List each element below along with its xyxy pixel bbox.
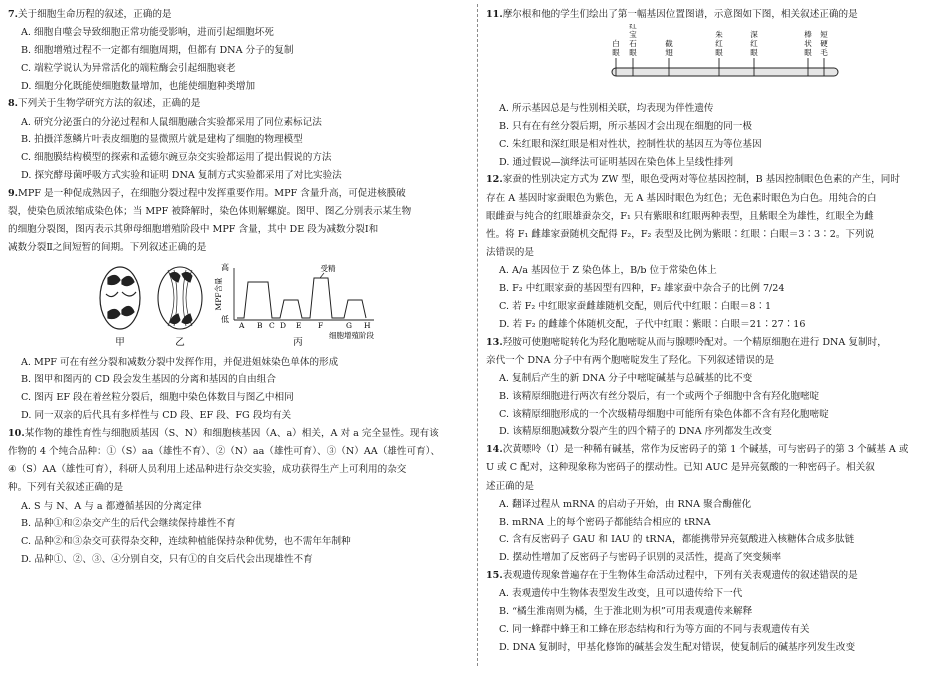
option-b: B. 品种①和②杂交产生的后代会继续保持雄性不育: [21, 518, 236, 530]
fertilization-label: 受精: [320, 263, 336, 273]
gene-label-vermilion-eye: 朱红眼: [715, 30, 723, 58]
y-axis-label: MPF含量: [214, 277, 223, 311]
question-number: 13.: [486, 336, 503, 348]
chromosome-arms: [106, 292, 136, 297]
option-a: A. 复制后产生的新 DNA 分子中嘧啶碱基与总碱基的比不变: [499, 373, 753, 384]
stem-line: ④（S）AA（雄性可育），科研人员利用上述品种进行杂交实验，成功获得生产上可利用的杂交: [8, 464, 407, 476]
option-c: C. 若 F₂ 中红眼家蚕雌雄随机交配，则后代中红眼∶白眼＝8∶1: [499, 301, 772, 312]
figure-11: [486, 24, 942, 98]
stem-line: MPF 是一种促成熟因子，在细胞分裂过程中发挥重要作用。MPF 含量升高，可促进核膜破: [18, 187, 406, 199]
segment-e: E: [296, 320, 302, 330]
question-12: [486, 171, 942, 333]
question-stem: [486, 6, 942, 24]
stem-line: 家蚕的性别决定方式为 ZW 型，眼色受两对等位基因控制，B 基因控制眼色色素的产生，同时: [502, 174, 900, 186]
left-column: [8, 6, 470, 569]
segment-g: G: [346, 320, 352, 330]
label-yi: 乙: [175, 336, 185, 348]
stem-line: 摩尔根和他的学生们绘出了第一幅基因位置图谱，示意图如下图，相关叙述正确的是: [502, 9, 858, 20]
question-number: 11.: [486, 9, 503, 20]
option-b: B. 只有在有丝分裂后期，所示基因才会出现在细胞的同一极: [499, 121, 752, 132]
graph-bing: [213, 262, 374, 340]
question-number: 9.: [8, 187, 19, 199]
stem-line: 裂，使染色质浓缩成染色体；当 MPF 被降解时，染色体则解螺旋。图甲、图乙分别表示某生物: [8, 205, 412, 217]
chromosome-group-top: [108, 275, 134, 285]
option-a: A. 细胞自噬会导致细胞正常功能受影响，进而引起细胞坏死: [21, 27, 274, 39]
chromosome-bar: [612, 68, 838, 76]
option-b: B. 拍摄洋葱鳞片叶表皮细胞的显微照片就是建构了细胞的物理模型: [21, 134, 303, 146]
right-column: [486, 6, 942, 656]
gene-label-white-eye: 白眼: [612, 39, 620, 58]
option-d: D. DNA 复制时，甲基化修饰的碱基会发生配对错误，使复制后的碱基序列发生改变: [499, 641, 856, 653]
gene-label-bar-eye: 棒状眼: [804, 30, 812, 58]
stem-line: 的细胞分裂图，图丙表示其卵母细胞增殖阶段中 MPF 含量，其中 DE 段为减数分裂Ⅰ和: [8, 224, 379, 236]
option-d: D. 通过假说—演绎法可证明基因在染色体上呈线性排列: [499, 156, 734, 168]
option-a: A. 翻译过程从 mRNA 的启动子开始，由 RNA 聚合酶催化: [499, 498, 752, 510]
option-a: A. 所示基因总是与性别相关联，均表现为伴性遗传: [499, 103, 714, 115]
question-14: [486, 441, 942, 567]
chromosomes-top-pole: [170, 272, 192, 282]
option-c: C. 品种②和③杂交可获得杂交种，连续种植能保持杂种优势，也不需年年制种: [21, 536, 351, 548]
stem-line: 性。将 F₁ 雌雄家蚕随机交配得 F₂，F₂ 表型及比例为紫眼∶红眼∶白眼＝3∶3∶2。下列说: [486, 229, 875, 240]
question-stem: [486, 567, 942, 585]
option-d: D. 探究酵母菌呼吸方式实验和证明 DNA 复制方式实验都采用了对比实验法: [21, 169, 342, 181]
stem-line: 述正确的是: [486, 480, 534, 492]
y-low-label: 低: [221, 314, 229, 324]
question-number: 15.: [486, 569, 503, 581]
cell-yi-diagram: [158, 267, 202, 329]
figure-9: [8, 260, 470, 350]
gene-label-short-bristle: 短硬毛: [820, 30, 828, 58]
x-axis-label: 细胞增殖阶段: [329, 330, 374, 340]
stem-line: 表观遗传现象普遍存在于生物体生命活动过程中，下列有关表观遗传的叙述错误的是: [502, 569, 858, 581]
stem-line: 某作物的雄性育性与细胞质基因（S、N）和细胞核基因（A、a）相关，A 对 a 完全显性。现有该: [24, 427, 439, 439]
question-9: [8, 185, 470, 425]
option-b: B. “橘生淮南则为橘，生于淮北则为枳”可用表观遗传来解释: [499, 605, 753, 617]
cell-jia-diagram: [100, 267, 140, 329]
question-stem: [8, 95, 470, 113]
stem-line: 法错误的是: [486, 247, 534, 259]
gene-labels: [612, 24, 828, 57]
segment-h: H: [364, 320, 371, 330]
option-a: A. S 与 N、A 与 a 都遵循基因的分离定律: [21, 500, 202, 512]
option-c: C. 细胞膜结构模型的探索和孟德尔豌豆杂交实验都运用了提出假说的方法: [21, 152, 332, 164]
question-number: 12.: [486, 174, 503, 186]
question-8: [8, 95, 470, 184]
stem-line: 种。下列有关叙述正确的是: [8, 482, 124, 494]
question-10: [8, 425, 470, 569]
option-c: C. 该精原细胞形成的一个次级精母细胞中可能所有染色体都不含有羟化胞嘧啶: [499, 408, 829, 420]
question-number: 10.: [8, 427, 25, 439]
stem-line: 关于细胞生命历程的叙述，正确的是: [18, 9, 172, 20]
option-a: A. 表观遗传中生物体表型发生改变，且可以遗传给下一代: [499, 588, 743, 600]
stem-line: 亲代一个 DNA 分子中有两个胞嘧啶发生了羟化。下列叙述错误的是: [486, 354, 775, 366]
stem-line: 下列关于生物学研究方法的叙述，正确的是: [18, 98, 201, 110]
question-stem: [486, 334, 942, 370]
segment-b: B: [257, 320, 263, 330]
segment-c: C: [269, 320, 275, 330]
mpf-curve: [237, 278, 366, 318]
option-d: D. 品种①、②、③、④分别自交，只有①的自交后代会出现雄性不育: [21, 553, 313, 565]
option-d: D. 细胞分化既能使细胞数量增加，也能使细胞种类增加: [21, 80, 256, 92]
option-b: B. F₂ 中红眼家蚕的基因型有四种，F₂ 雄家蚕中杂合子的比例 7/24: [499, 283, 785, 295]
option-c: C. 端粒学说认为异常活化的端粒酶会引起细胞衰老: [21, 62, 236, 74]
option-b: B. 该精原细胞进行两次有丝分裂后，有一个或两个子细胞中含有羟化胞嘧啶: [499, 390, 820, 402]
question-15: [486, 567, 942, 656]
label-bing: 丙: [293, 336, 303, 348]
question-number: 14.: [486, 444, 503, 456]
segment-d: D: [280, 320, 287, 330]
gene-label-ruby-eye: 红宝石眼: [629, 24, 637, 58]
option-d: D. 摆动性增加了反密码子与密码子识别的灵活性，提高了突变频率: [499, 552, 782, 564]
option-b: B. 图甲和图丙的 CD 段会发生基因的分离和基因的自由组合: [21, 374, 276, 386]
question-number: 7.: [8, 9, 19, 20]
question-stem: [8, 425, 470, 498]
label-jia: 甲: [115, 336, 125, 348]
question-stem: [486, 171, 942, 262]
option-b: B. mRNA 上的每个密码子都能结合相应的 tRNA: [499, 516, 711, 528]
stem-line: 次黄嘌呤（I）是一种稀有碱基，常作为反密码子的第 1 个碱基，可与密码子的第 3 个碱基 A 或: [502, 444, 909, 456]
chromosomes-bottom-pole: [170, 314, 192, 324]
segment-f: F: [318, 320, 324, 330]
cell-jia-membrane: [100, 267, 140, 329]
fertilization-arrow: [320, 273, 324, 278]
figure-11-svg: [486, 24, 942, 98]
option-d: D. 若 F₂ 的雌雄个体随机交配，子代中红眼∶紫眼∶白眼＝21∶27∶16: [499, 318, 806, 330]
segment-a: A: [239, 320, 245, 330]
stem-line: U 或 C 配对，这种现象称为密码子的摆动性。已知 AUC 是异亮氨酸的一种密码子。相关叙: [486, 462, 875, 474]
gene-label-cut-wing: 截翅: [665, 39, 673, 58]
option-c: C. 同一蜂群中蜂王和工蜂在形态结构和行为等方面的不同与表观遗传有关: [499, 623, 810, 635]
chromosome-group-bottom: [108, 306, 134, 318]
question-stem: [486, 441, 942, 496]
option-c: C. 含有反密码子 GAU 和 IAU 的 tRNA，都能携带异亮氨酸进入核糖体合成多肽链: [499, 534, 855, 546]
stem-line: 存在 A 基因时家蚕眼色为紫色，无 A 基因时眼色为红色；无色素时眼色为白色。用纯合的白: [486, 192, 877, 204]
question-13: [486, 334, 942, 442]
stem-line: 减数分裂Ⅱ之间短暂的间期。下列叙述正确的是: [8, 242, 207, 254]
y-high-label: 高: [221, 262, 229, 272]
option-d: D. 同一双亲的后代具有多样性与 CD 段、EF 段、FG 段均有关: [21, 409, 292, 421]
option-a: A. A/a 基因位于 Z 染色体上，B/b 位于常染色体上: [499, 265, 717, 277]
option-b: B. 细胞增殖过程不一定都有细胞周期，但都有 DNA 分子的复制: [21, 45, 294, 56]
figure-9-svg: [8, 260, 470, 350]
option-c: C. 朱红眼和深红眼是相对性状，控制性状的基因互为等位基因: [499, 138, 762, 150]
question-number: 8.: [8, 98, 19, 110]
question-7: [8, 6, 470, 95]
question-11: [486, 6, 942, 171]
stem-line: 羟胺可使胞嘧啶转化为羟化胞嘧啶从而与腺嘌呤配对。一个精原细胞在进行 DNA 复制时，: [502, 336, 887, 348]
column-divider: [477, 4, 478, 666]
question-stem: [8, 6, 470, 24]
option-a: A. 研究分泌蛋白的分泌过程和人鼠细胞融合实验都采用了同位素标记法: [21, 116, 322, 128]
question-stem: [8, 185, 470, 258]
gene-label-deep-red-eye: 深红眼: [750, 30, 758, 58]
option-c: C. 图丙 EF 段在着丝粒分裂后，细胞中染色体数目与图乙中相同: [21, 392, 294, 404]
stem-line: 作物的 4 个纯合品种：①（S）aa（雄性不育）、②（N）aa（雄性可育）、③（N）AA（雄性可育）、: [8, 445, 441, 457]
option-d: D. 该精原细胞减数分裂产生的四个精子的 DNA 序列都发生改变: [499, 426, 772, 438]
option-a: A. MPF 可在有丝分裂和减数分裂中发挥作用，并促进姐妹染色单体的形成: [21, 356, 339, 368]
stem-line: 眼雌蚕与纯合的红眼雄蚕杂交，F₁ 只有紫眼和红眼两种表型，且紫眼全为雄性，红眼全为雌: [486, 210, 874, 222]
